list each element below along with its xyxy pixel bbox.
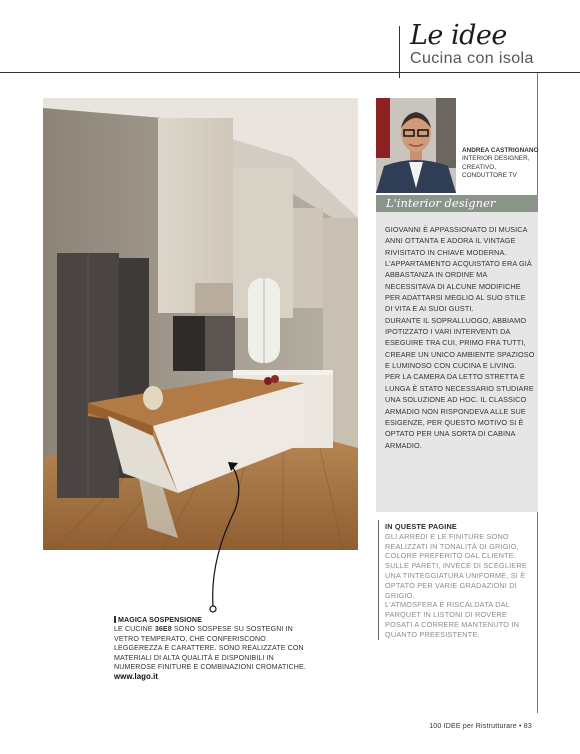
designer-ribbon <box>376 195 538 212</box>
header-divider <box>399 26 400 78</box>
section-title: Le idee <box>410 20 507 51</box>
story-paragraph: DURANTE IL SOPRALLUOGO, ABBIAMO IPOTIZZATO I VARI INTERVENTI DA ESEGUIRE TRA CUI, PRIMO FRA TUTTI, CREARE UN UNICO AMBIENTE SPAZIOSO E LUMINOSO CON CUCINA E LIVING. <box>385 315 535 371</box>
sidebar-notes <box>385 522 533 640</box>
caption-title: MAGICA SOSPENSIONE <box>114 616 314 625</box>
sidebar-paragraph: GLI ARREDI E LE FINITURE SONO REALIZZATI IN TONALITÀ DI GRIGIO, COLORE PREFERITO DAL CLIENTE. SULLE PARETI, INVECE DI SCEGLIERE UNA TINTEGGIATURA UNIFORME, SI È OPTATO PER VARIE GRADAZIONI DI GRIGIO. <box>385 531 527 600</box>
section-subtitle: Cucina con isola <box>410 50 534 67</box>
designer-name: ANDREA CASTRIGNANO <box>462 147 539 154</box>
sidebar-paragraph: L'ATMOSFERA È RISCALDATA DAL PARQUET IN LISTONI DI ROVERE POSATI A CORRERE MANTENUTO IN QUANTO PREESISTENTE. <box>385 600 520 639</box>
designer-story <box>385 224 535 451</box>
photo-caption <box>114 616 314 682</box>
story-paragraph: GIOVANNI È APPASSIONATO DI MUSICA ANNI OTTANTA E ADORA IL VINTAGE RIVISITATO IN CHIAVE MODERNA. L'APPARTAMENTO ACQUISTATO ERA GIÀ ABBASTANZA IN ORDINE MA NECESSITAVA DI ALCUNE MODIFICHE PER ADATTARSI MEGLIO AL SUO STILE DI VITA E AI SUOI GUSTI. <box>385 225 532 314</box>
page-footer: 100 IDEE per Ristrutturare • 83 <box>429 723 532 730</box>
designer-credit <box>462 147 540 181</box>
designer-portrait <box>376 98 456 193</box>
story-paragraph: PER LA CAMERA DA LETTO STRETTA E LUNGA È STATO NECESSARIO STUDIARE UNA SOLUZIONE AD HOC. IL CLASSICO ARMADIO NON RISPONDEVA ALLE SUE ESIGENZE, PER QUESTO MOTIVO SI È OPTATO PER UNA SORTA DI CABINA ARMADIO. <box>385 372 534 450</box>
ribbon-label: L'interior designer <box>386 196 496 210</box>
caption-text: LE CUCINE 36E8 SONO SOSPESE SU SOSTEGNI IN VETRO TEMPERATO, CHE CONFERISCONO LEGGEREZZA E CARATTERE. SONO REALIZZATE CON MATERIALI DI ALTA QUALITÀ E DISPONIBILI IN NUMEROSE FINITURE E COMBINAZIONI CROMATICHE. <box>114 625 306 672</box>
caption-url[interactable]: www.lago.it <box>114 672 159 682</box>
sidebar-title: IN QUESTE PAGINE <box>385 522 457 531</box>
sidebar-rule <box>378 520 379 640</box>
designer-roles: INTERIOR DESIGNER, CREATIVO, CONDUTTORE TV <box>462 155 530 180</box>
kitchen-photo <box>43 98 358 550</box>
header-rule <box>0 72 580 73</box>
caption-brand: 36E8 <box>154 625 172 634</box>
